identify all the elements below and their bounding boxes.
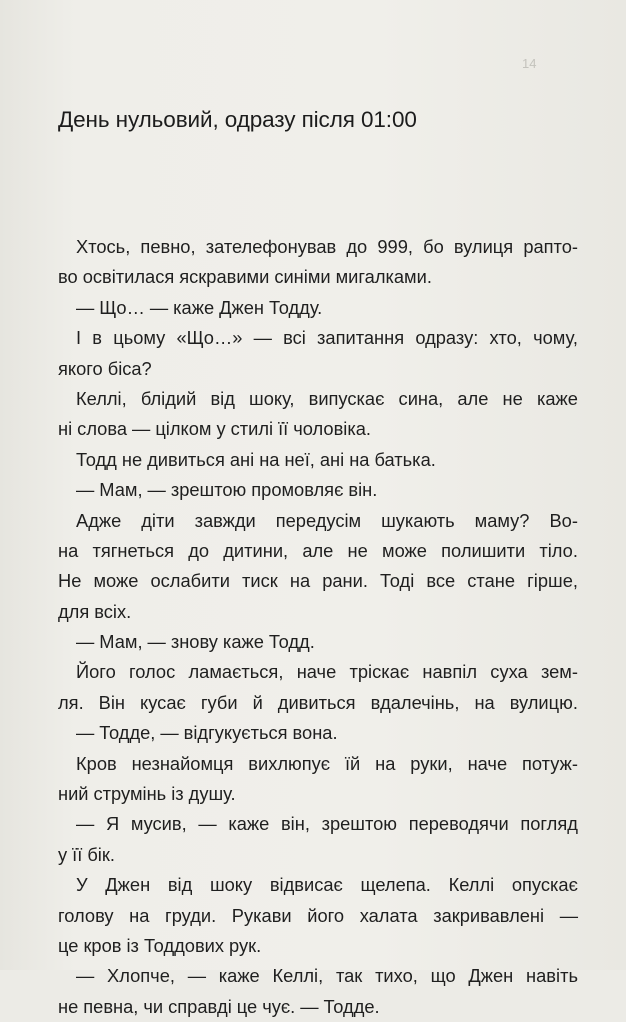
text-line: Тодд не дивиться ані на неї, ані на батька. (76, 448, 436, 470)
text-line: голову на груди. Рукави його халата закривавлені — (58, 904, 578, 926)
text-line: Хтось, певно, зателефонував до 999, бо вулиця рапто- (76, 236, 578, 257)
text-line: для всіх. (58, 600, 132, 622)
body-text (58, 232, 578, 1022)
text-line: — Що… — каже Джен Тодду. (76, 296, 323, 318)
text-line: на тягнеться до дитини, але не може полишити тіло. (58, 539, 578, 561)
text-line: Не може ослабити тиск на рани. Тоді все стане гірше, (58, 570, 578, 592)
text-line: — Хлопче, — каже Келлі, так тихо, що Джен навіть (76, 965, 578, 987)
text-line: — Тодде, — відгукується вона. (76, 722, 338, 744)
text-line: Адже діти завжди передусім шукають маму? Во- (76, 509, 578, 531)
text-line: во освітилася яскравими синіми мигалками. (58, 266, 432, 288)
text-line: ний струмінь із душу. (58, 783, 236, 805)
text-line: ля. Він кусає губи й дивиться вдалечінь, на вулицю. (58, 691, 578, 713)
text-line: Кров незнайомця вихлюпує їй на руки, наче потуж- (76, 752, 578, 774)
text-line: Келлі, блідий від шоку, випускає сина, але не каже (76, 387, 578, 409)
text-line: у її бік. (58, 843, 115, 865)
text-line: це кров із Тоддових рук. (58, 934, 262, 956)
text-line: Його голос ламається, наче тріскає навпіл суха зем- (76, 661, 578, 683)
text-line: — Мам, — знову каже Тодд. (76, 631, 315, 653)
text-line: І в цьому «Що…» — всі запитання одразу: хто, чому, (76, 327, 578, 349)
text-line: — Я мусив, — каже він, зрештою переводячи погляд (76, 813, 578, 835)
text-line: У Джен від шоку відвисає щелепа. Келлі опускає (76, 874, 578, 896)
text-line: якого біса? (58, 357, 152, 379)
page-number: 14 (522, 56, 537, 71)
text-line: не певна, чи справді це чує. — Тодде. (58, 995, 380, 1017)
text-line: ні слова — цілком у стилі її чоловіка. (58, 418, 371, 440)
chapter-title: День нульовий, одразу після 01:00 (58, 107, 417, 132)
text-line: — Мам, — зрештою промовляє він. (76, 479, 378, 501)
